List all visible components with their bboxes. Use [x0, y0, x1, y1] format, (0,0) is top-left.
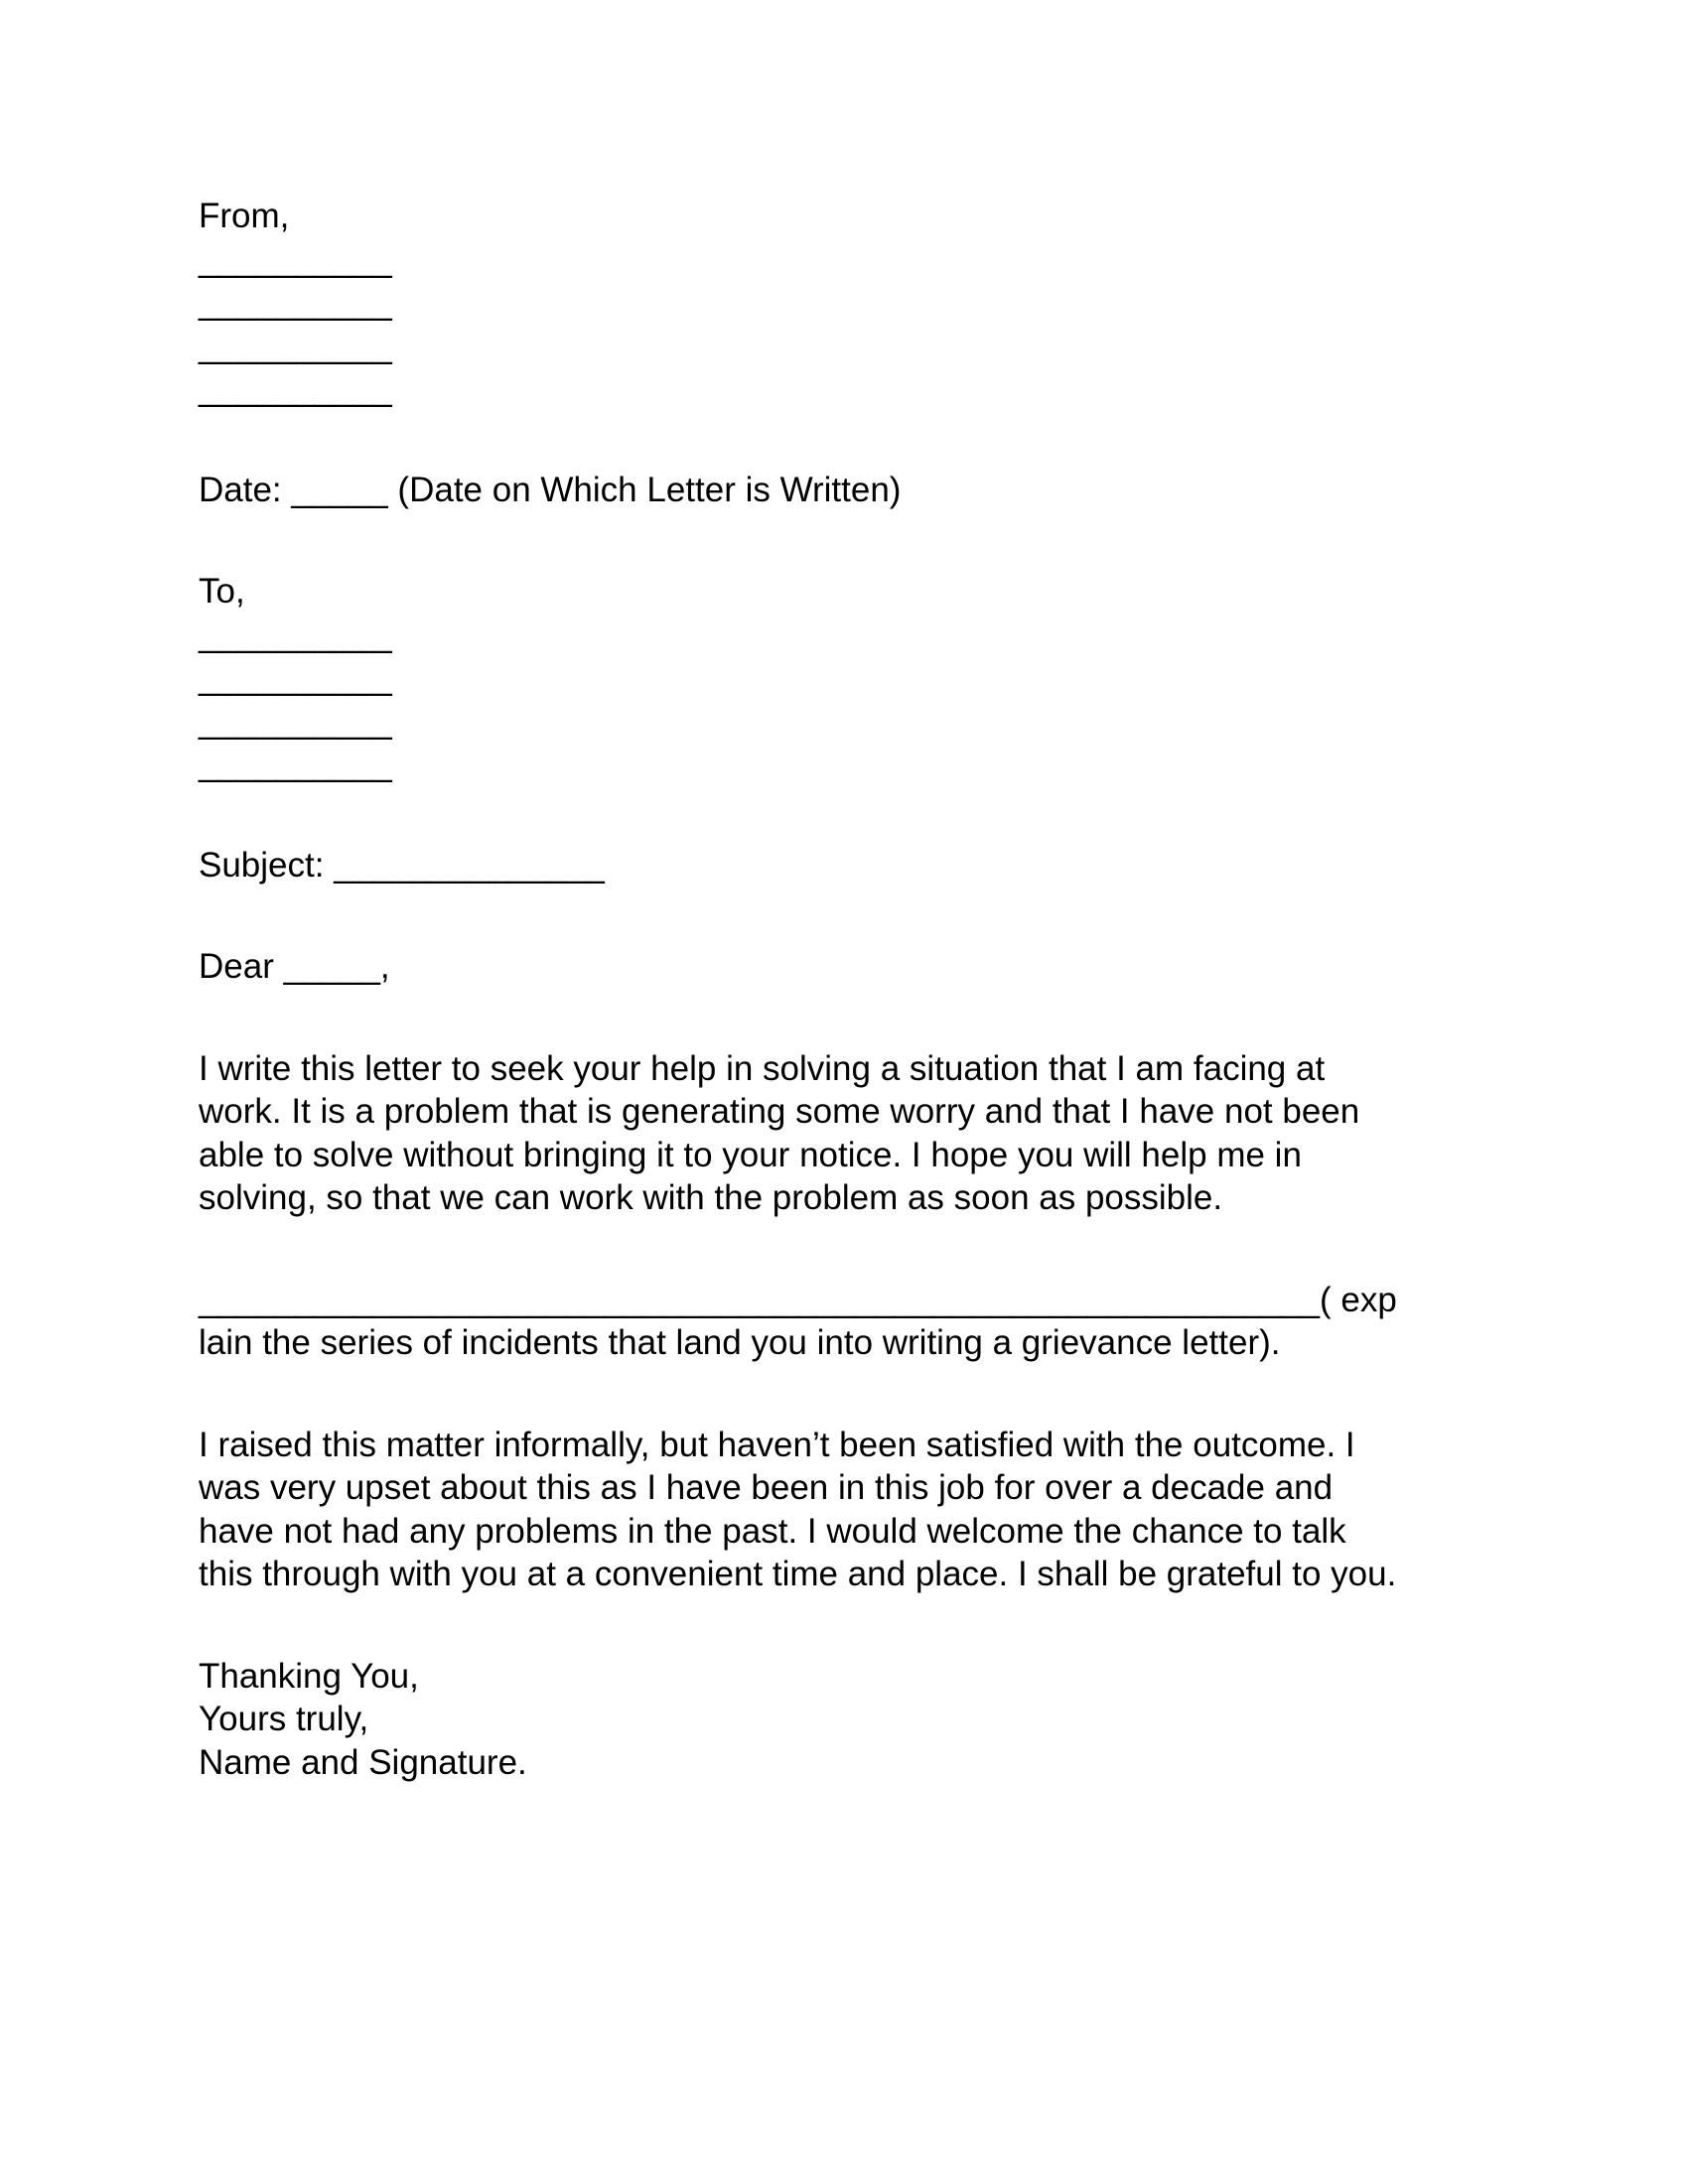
paragraph-1 — [199, 1047, 1489, 1220]
paragraph-2-line-1: __________________________________________________________( exp — [199, 1280, 1397, 1319]
from-label: From, — [199, 197, 290, 235]
paragraph-1-line-4: solving, so that we can work with the problem as soon as possible. — [199, 1178, 1223, 1217]
paragraph-3-line-1: I raised this matter informally, but haven’t been satisfied with the outcome. I — [199, 1425, 1355, 1464]
from-line-3: __________ — [199, 326, 392, 365]
salutation: Dear _____, — [199, 947, 390, 986]
paragraph-1-line-1: I write this letter to seek your help in solving a situation that I am facing at — [199, 1048, 1326, 1088]
to-line-3: __________ — [199, 701, 392, 741]
closing-yours-truly: Yours truly, — [199, 1700, 369, 1738]
to-line-2: __________ — [199, 658, 392, 697]
subject-line: Subject: ______________ — [199, 845, 605, 885]
paragraph-3-line-4: this through with you at a convenient time and place. I shall be grateful to you. — [199, 1555, 1397, 1593]
from-line-1: __________ — [199, 239, 392, 279]
letter-page — [199, 195, 1489, 1784]
paragraph-3-line-3: have not had any problems in the past. I would welcome the chance to talk — [199, 1511, 1346, 1551]
paragraph-2-line-2: lain the series of incidents that land you into writing a grievance letter). — [199, 1323, 1281, 1362]
paragraph-1-line-3: able to solve without bringing it to your notice. I hope you will help me in — [199, 1135, 1302, 1174]
to-line-1: __________ — [199, 614, 392, 654]
to-label: To, — [199, 572, 245, 611]
paragraph-3 — [199, 1424, 1489, 1596]
from-line-4: __________ — [199, 369, 392, 408]
closing-name-signature: Name and Signature. — [199, 1742, 527, 1782]
paragraph-2 — [199, 1279, 1489, 1365]
closing — [199, 1655, 1489, 1785]
date-line: Date: _____ (Date on Which Letter is Written) — [199, 470, 902, 509]
closing-thanks: Thanking You, — [199, 1656, 419, 1696]
paragraph-3-line-2: was very upset about this as I have been in this job for over a decade and — [199, 1468, 1334, 1507]
from-line-2: __________ — [199, 283, 392, 322]
to-line-4: __________ — [199, 745, 392, 783]
paragraph-1-line-2: work. It is a problem that is generating some worry and that I have not been — [199, 1092, 1360, 1131]
